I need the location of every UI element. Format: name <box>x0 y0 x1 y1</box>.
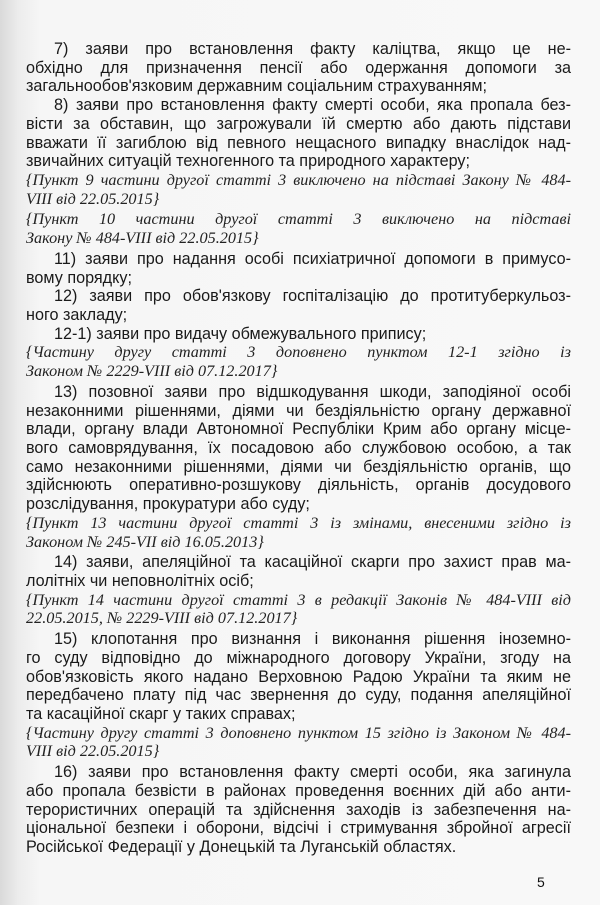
line-text: {Пункт 13 частини другої статті 3 із змінами, внесеними згідно із <box>26 514 571 532</box>
line-text: Законом № 245-VII від 16.05.2013} <box>26 533 264 551</box>
line-text: розслідування, прокуратури або суду; <box>26 495 310 513</box>
line-text: {Пункт 9 частини другої статті 3 виключено на підставі Закону № 484- <box>26 171 571 189</box>
paragraph-line <box>26 782 571 800</box>
paragraph-line <box>54 325 571 343</box>
line-text: лолітніх чи неповнолітніх осіб; <box>26 572 254 590</box>
line-text: ціональної безпеки і оборони, відсічі і стримування збройної агресії <box>26 819 571 837</box>
line-text: 12) заяви про обов'язкову госпіталізацію до протитуберкульоз- <box>54 287 571 305</box>
paragraph-line <box>26 152 571 170</box>
line-text: 11) заяви про надання особі психіатричної допомоги в примусо- <box>54 250 571 268</box>
paragraph-line <box>26 134 571 152</box>
line-text: 8) заяви про встановлення факту смерті особи, яка пропала без- <box>54 96 571 114</box>
paragraph-line <box>54 250 571 268</box>
line-text: 16) заяви про встановлення факту смерті особи, яка загинула <box>54 763 571 781</box>
paragraph-line <box>54 287 571 305</box>
line-text: вісти за обставин, що загрожували їй смертю або дають підстави <box>26 115 571 133</box>
paragraph-line <box>54 630 571 648</box>
line-text: Закону № 484-VIII від 22.05.2015} <box>26 229 259 247</box>
amendment-note-line <box>26 362 571 380</box>
paragraph-line <box>26 420 571 438</box>
line-text: незаконними рішеннями, діями чи бездіяльністю органу державної <box>26 402 571 420</box>
paragraph-line <box>54 763 571 781</box>
paragraph-line <box>26 668 571 686</box>
paragraph-line <box>26 439 571 457</box>
line-text: {Частину другу статті 3 доповнено пунктом 12-1 згідно із <box>26 343 571 361</box>
amendment-note-line <box>26 171 571 189</box>
line-text: здійснюють оперативно-розшукову діяльність, органів досудового <box>26 476 571 494</box>
line-text: Російської Федерації у Донецькій та Луганській областях. <box>26 838 457 856</box>
paragraph-line <box>54 96 571 114</box>
paragraph-line <box>26 705 571 723</box>
paragraph-line <box>26 495 571 513</box>
paragraph-line <box>26 819 571 837</box>
amendment-note-line <box>26 533 571 551</box>
line-text: звичайних ситуацій техногенного та природного характеру; <box>26 152 471 170</box>
line-text: 12-1) заяви про видачу обмежувального припису; <box>54 325 427 343</box>
line-text: влади, органу влади Автономної Республіки Крим або органу місце- <box>26 420 571 438</box>
line-text: го суду відповідно до міжнародного договору України, згоду на <box>26 649 571 667</box>
line-text: обов'язковість якого надано Верховною Радою України та яким не <box>26 668 571 686</box>
line-text: вого самоврядування, їх посадовою або службовою особою, а так <box>26 439 571 457</box>
line-text: само незаконними рішеннями, діями чи бездіяльністю органів, що <box>26 458 571 476</box>
line-text: {Пункт 14 частини другої статті 3 в редакції Законів № 484-VIII від <box>26 591 571 609</box>
paragraph-line <box>26 476 571 494</box>
paragraph-line <box>54 553 571 571</box>
paragraph-line <box>26 269 571 287</box>
paragraph-line <box>54 383 571 401</box>
paragraph-line <box>26 402 571 420</box>
amendment-note-line <box>26 343 571 361</box>
paragraph-line <box>26 649 571 667</box>
line-text: обхідно для призначення пенсії або одержання допомоги за <box>26 59 571 77</box>
line-text: 7) заяви про встановлення факту каліцтва, якщо це не- <box>54 40 571 58</box>
line-text: 13) позовної заяви про відшкодування шкоди, заподіяної особі <box>54 383 571 401</box>
page-number: 5 <box>537 874 545 890</box>
line-text: терористичних операцій та здійснення заходів із забезпечення на- <box>26 801 571 819</box>
line-text: {Пункт 10 частини другої статті 3 виключено на підставі <box>26 210 571 228</box>
paragraph-line <box>26 77 571 95</box>
amendment-note-line <box>26 591 571 609</box>
line-text: VIII від 22.05.2015} <box>26 742 160 760</box>
line-text: 15) клопотання про визнання і виконання рішення іноземно- <box>54 630 571 648</box>
amendment-note-line <box>26 229 571 247</box>
line-text: Законом № 2229-VIII від 07.12.2017} <box>26 362 278 380</box>
line-text: 22.05.2015, № 2229-VIII від 07.12.2017} <box>26 609 298 627</box>
line-text: {Частину другу статті 3 доповнено пунктом 15 згідно із Законом № 484- <box>26 724 571 742</box>
paragraph-line <box>26 115 571 133</box>
line-text: ного закладу; <box>26 306 128 324</box>
paragraph-line <box>26 838 571 856</box>
paragraph-line <box>26 458 571 476</box>
paragraph-line <box>26 306 571 324</box>
amendment-note-line <box>26 609 571 627</box>
amendment-note-line <box>26 724 571 742</box>
line-text: вому порядку; <box>26 269 132 287</box>
line-text: та касаційної скарг у таких справах; <box>26 705 296 723</box>
amendment-note-line <box>26 190 571 208</box>
amendment-note-line <box>26 742 571 760</box>
paragraph-line <box>54 40 571 58</box>
line-text: передбачено плату під час звернення до суду, подання апеляційної <box>26 686 571 704</box>
line-text: вважати її загиблою від певного нещасного випадку внаслідок над- <box>26 134 571 152</box>
paragraph-line <box>26 572 571 590</box>
amendment-note-line <box>26 210 571 228</box>
paragraph-line <box>26 801 571 819</box>
line-text: загальнообов'язковим державним соціальним страхуванням; <box>26 77 488 95</box>
line-text: VIII від 22.05.2015} <box>26 190 160 208</box>
amendment-note-line <box>26 514 571 532</box>
paragraph-line <box>26 59 571 77</box>
paragraph-line <box>26 686 571 704</box>
line-text: або пропала безвісти в районах проведення воєнних дій або анти- <box>26 782 571 800</box>
line-text: 14) заяви, апеляційної та касаційної скарги про захист прав ма- <box>54 553 571 571</box>
